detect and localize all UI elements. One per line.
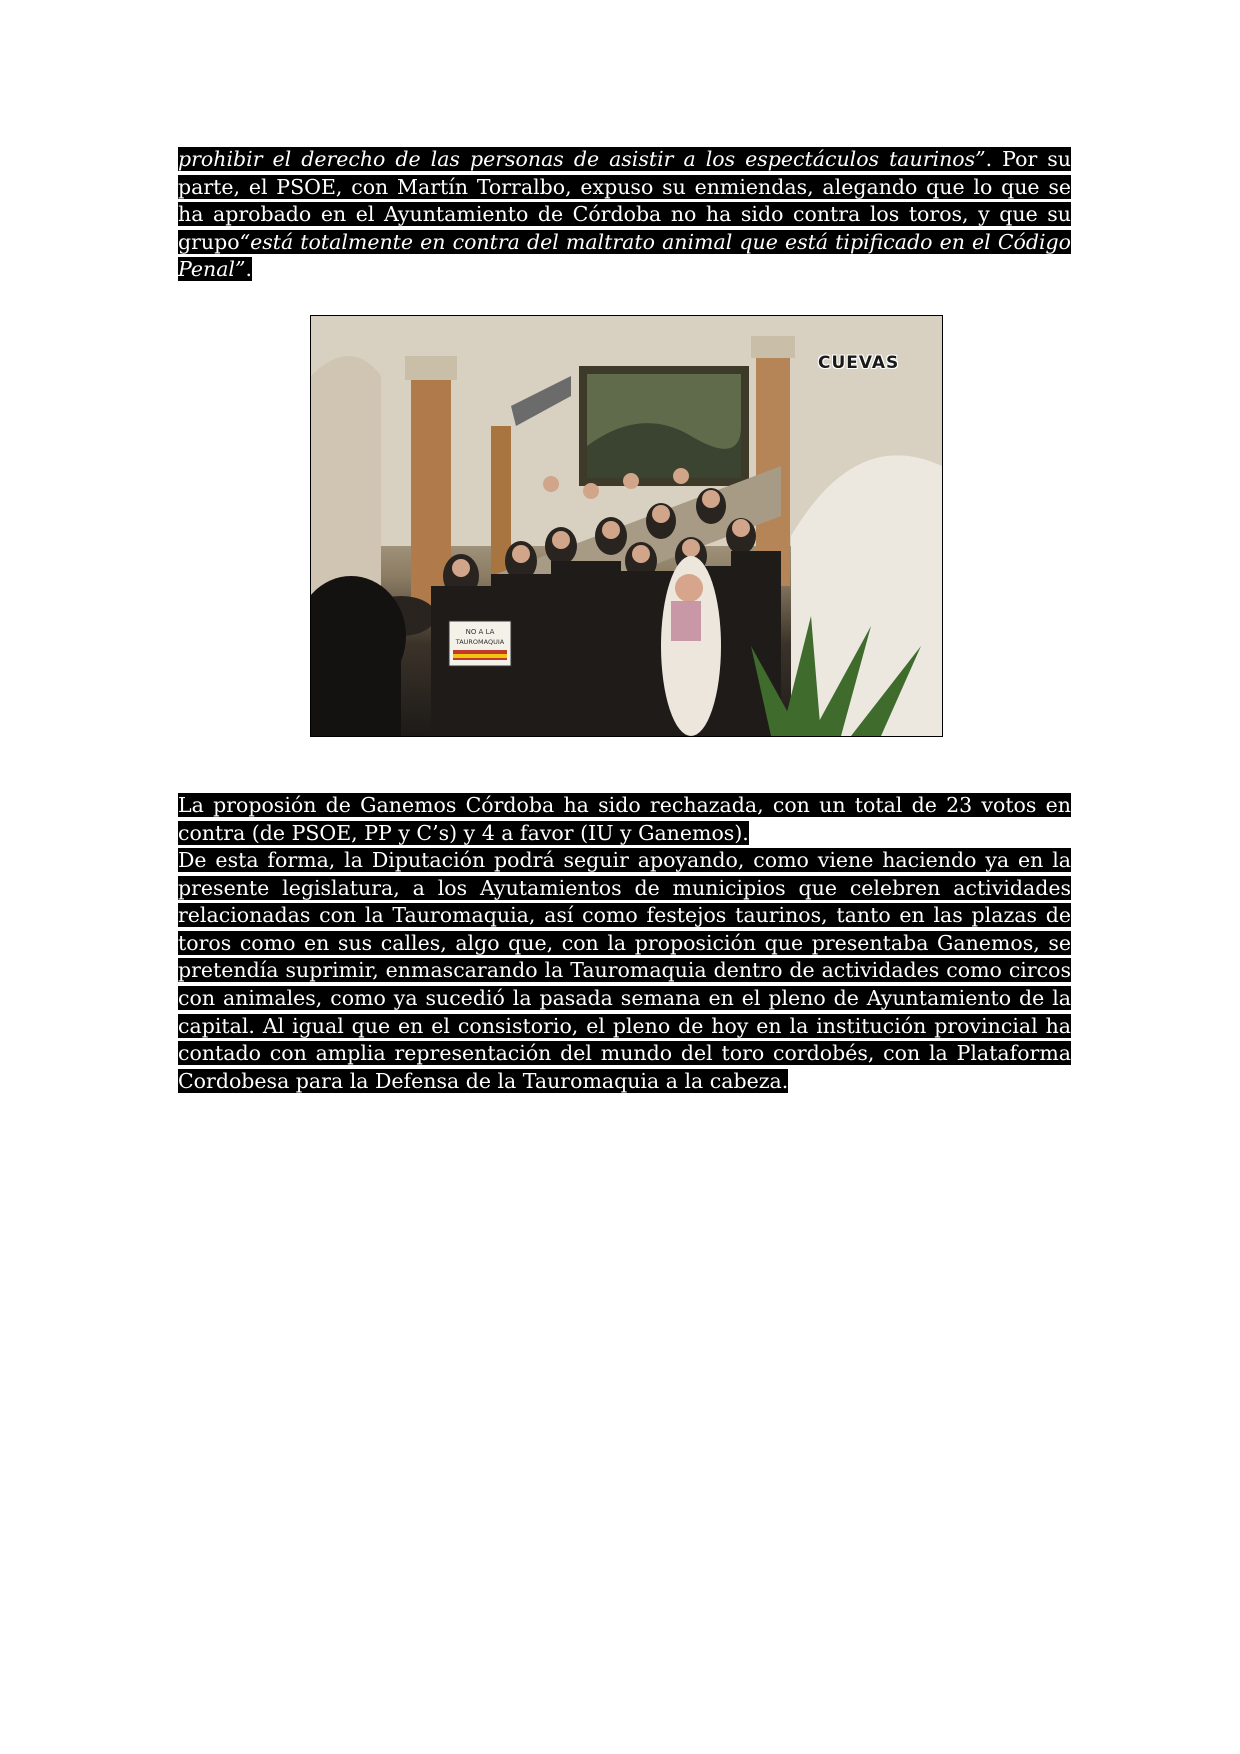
quote-prohibir: prohibir el derecho de las personas de asistir a los espectáculos taurinos” [178,147,986,171]
sign-line2: TAUROMAQUIA [455,638,505,646]
text-psoe: . Por su parte, el PSOE, con Martín Torralbo, expuso su enmiendas, alegando que lo que se ha aprobado en el Ayuntamiento de Córdoba no ha sido contra los toros, y que su grupo [178,147,1071,254]
sign-line1: NO A LA [465,628,495,636]
photo-scene [311,316,942,736]
diputacion-text: De esta forma, la Diputación podrá seguir apoyando, como viene haciendo ya en la presente legislatura, a los Ayutamientos de municipios que celebren actividades relacionadas con la Tauromaquia, así como festejos taurinos, tanto en las plazas de toros como en sus calles, algo que, con la proposición que presentaba Ganemos, se pretendía suprimir, enmascarando la Tauromaquia dentro de actividades como circos con animales, como ya sucedió la pasada semana en el pleno de Ayuntamiento de la capital. Al igual que en el consistorio, el pleno de hoy en la institución provincial ha contado con amplia representación del mundo del toro cordobés, con la Plataforma Cordobesa para la Defensa de la Tauromaquia a la cabeza. [178,848,1071,1093]
paragraph-vote-result [178,792,1071,847]
photo-watermark: CUEVAS [818,353,900,373]
news-photo [310,315,943,737]
text-period: . [245,257,252,282]
vote-result-text: La proposión de Ganemos Córdoba ha sido rechazada, con un total de 23 votos en contra (de PSOE, PP y C’s) y 4 a favor (IU y Ganemos). [178,793,1071,845]
paragraph-intro [178,146,1071,284]
paragraph-diputacion [178,847,1071,1095]
quote-maltrato: “está totalmente en contra del maltrato animal que está tipificado en el Código Penal” [178,229,1071,282]
